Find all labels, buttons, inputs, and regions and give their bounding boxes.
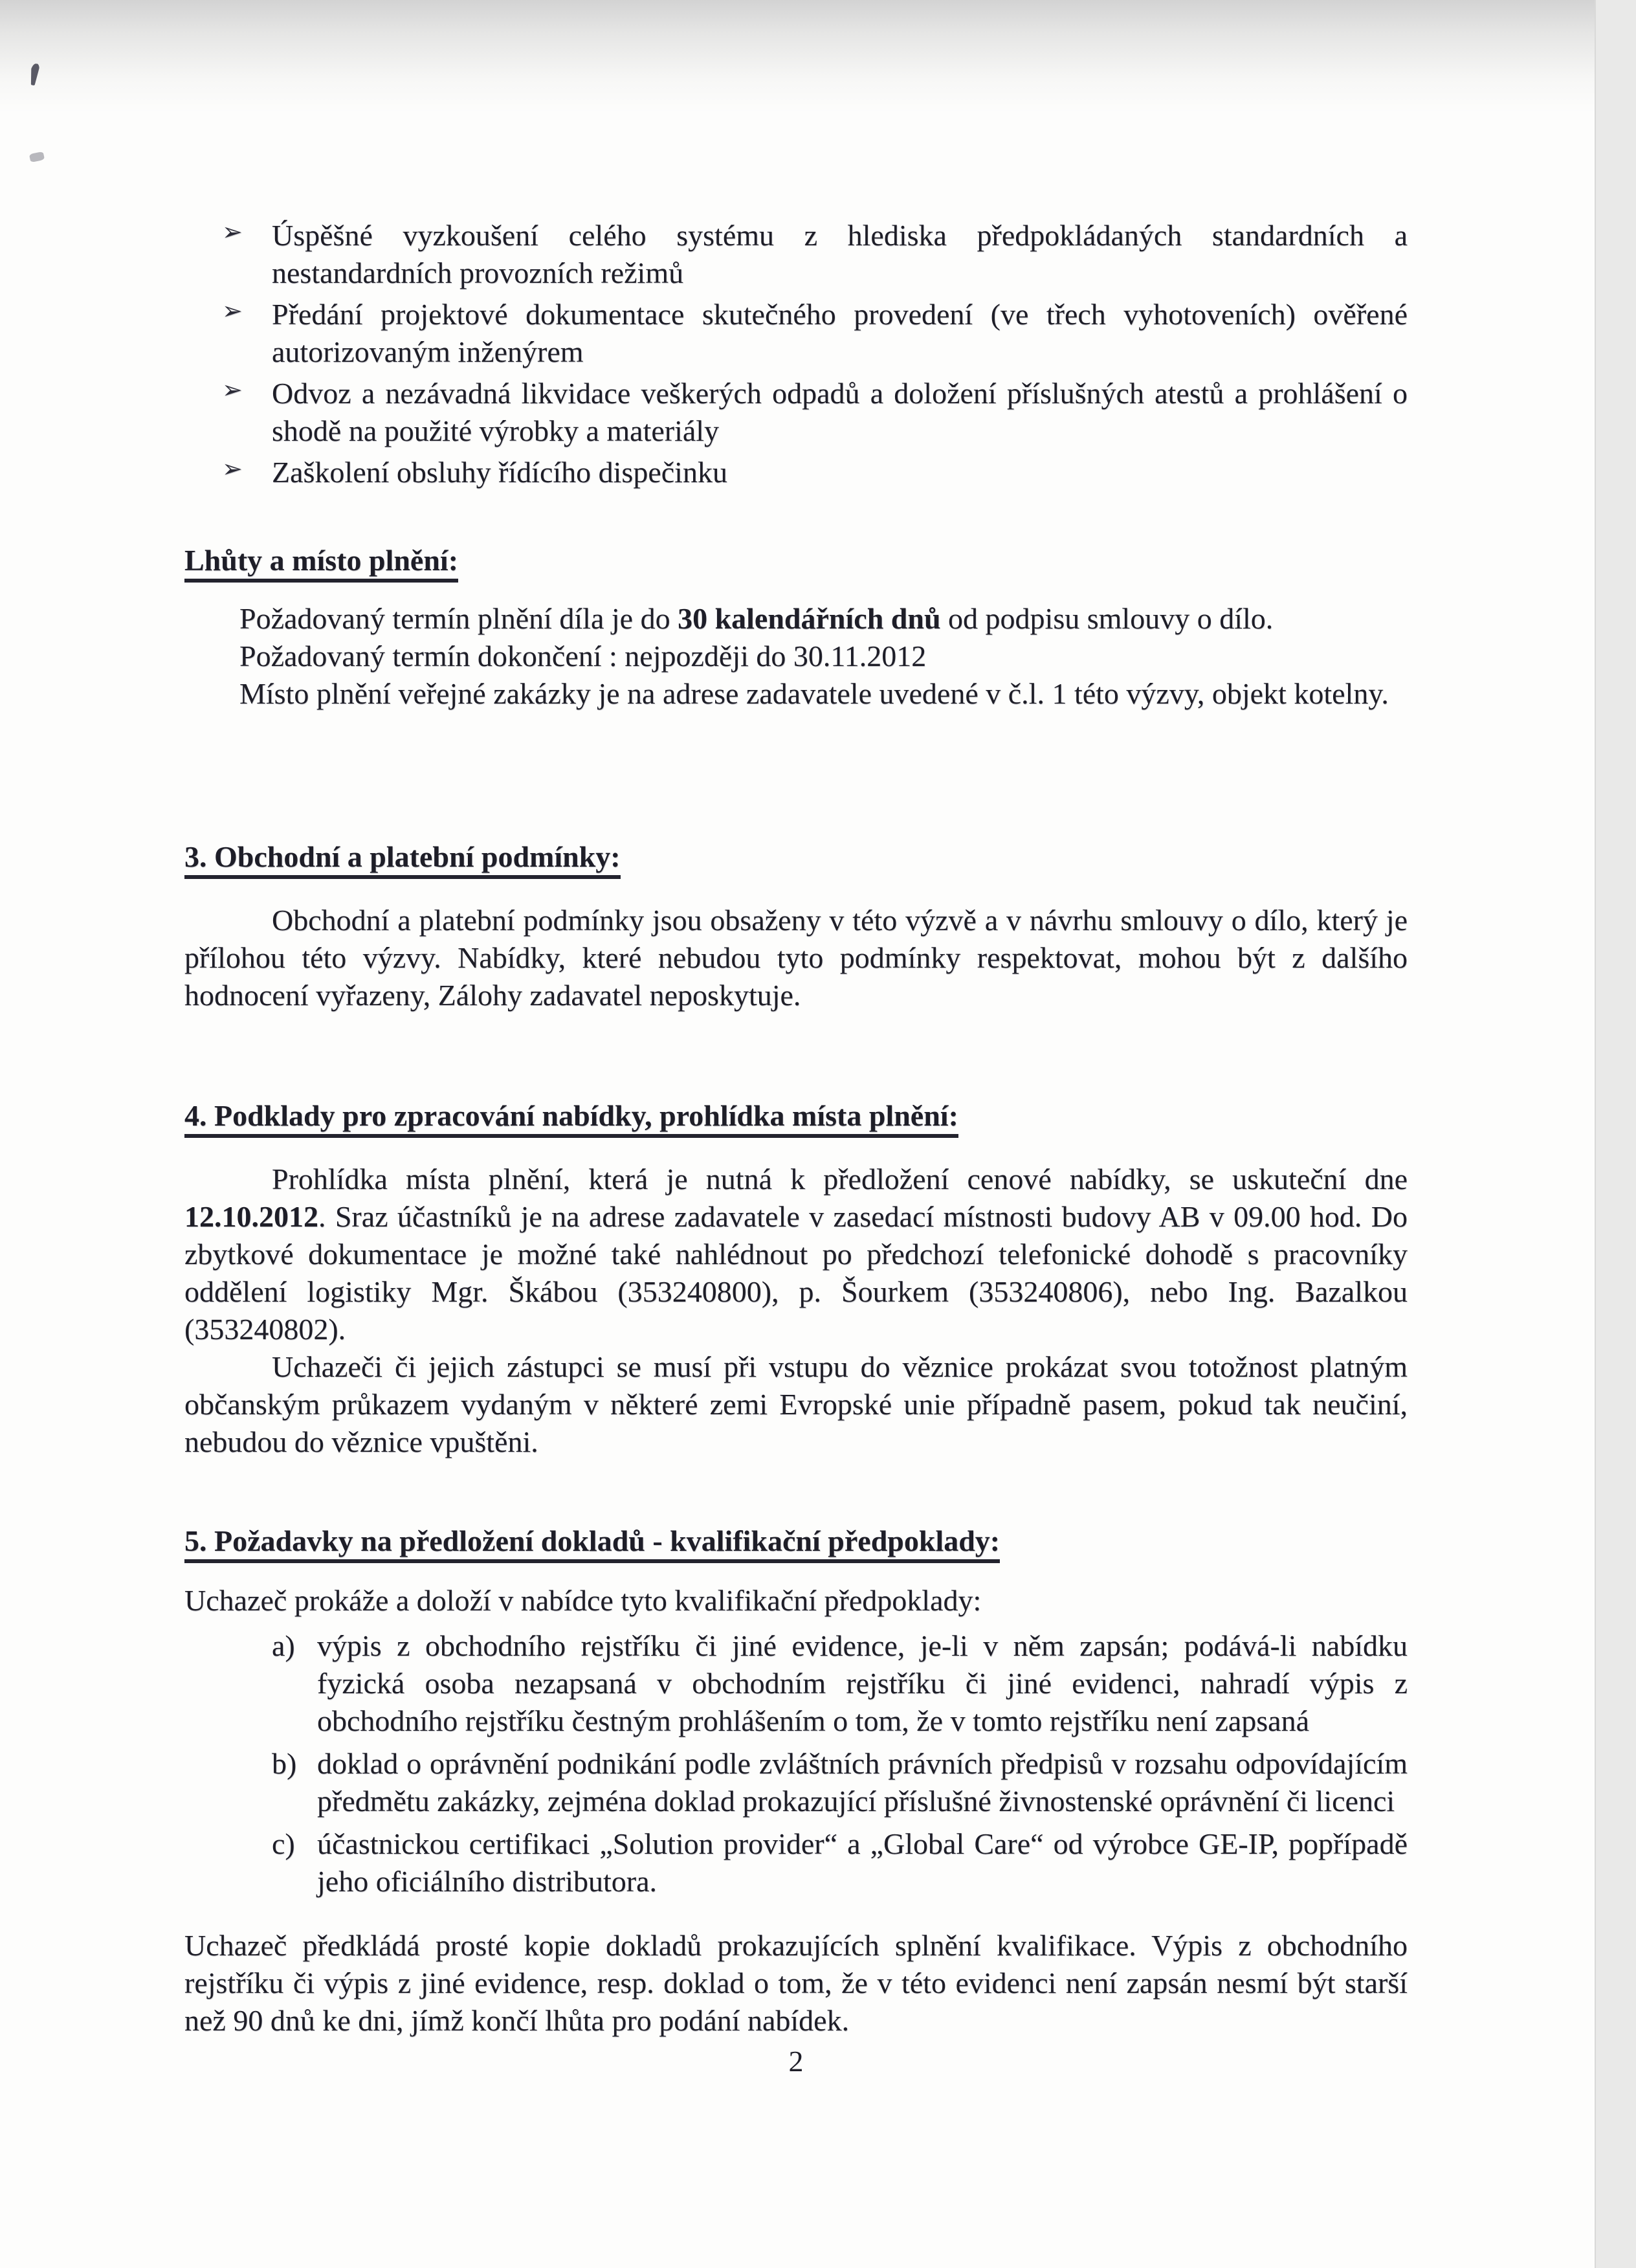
item-text: výpis z obchodního rejstříku či jiné evidence, je-li v něm zapsán; podává-li nabídku fyzická osoba nezapsaná v obchodním rejstříku či jiné evidenci, nahradí výpis z obchodního rejstříku čestným prohlášením o tom, že v tomto rejstříku není zapsaná <box>317 1629 1408 1737</box>
item-text: účastnickou certifikaci „Solution provider“ a „Global Care“ od výrobce GE-IP, popřípadě jeho oficiálního distributora. <box>317 1827 1408 1898</box>
arrow-bullet-icon: ➢ <box>222 217 243 246</box>
section-heading-lhuty: Lhůty a místo plnění: <box>184 542 1408 579</box>
bullet-item <box>184 296 1408 371</box>
arrow-bullet-icon: ➢ <box>222 454 243 483</box>
bullet-item <box>184 454 1408 491</box>
scan-edge-strip <box>1595 0 1636 2268</box>
item-text: doklad o oprávnění podnikání podle zvláštních právních předpisů v rozsahu odpovídajícím předmětu zakázky, zejména doklad prokazující příslušné živnostenské oprávnění či licenci <box>317 1746 1408 1818</box>
section-4-paragraph-1: Prohlídka místa plnění, která je nutná k předložení cenové nabídky, se uskuteční dne 12.10.2012. Sraz účastníků je na adrese zadavatele v zasedací místnosti budovy AB v 09.00 hod. Do zbytkové dokumentace je možné také nahlédnout po předchozí telefonické dohodě s pracovníky oddělení logistiky Mgr. Škábou (353240800), p. Šourkem (353240806), nebo Ing. Bazalkou (353240802). <box>184 1162 1408 1346</box>
lhuty-paragraph <box>239 600 1408 713</box>
section-3-paragraph: Obchodní a platební podmínky jsou obsaženy v této výzvě a v návrhu smlouvy o dílo, který je přílohou této výzvy. Nabídky, které nebudou tyto podmínky respektovat, mohou být z dalšího hodnocení vyřazeny, Zálohy zadavatel neposkytuje. <box>184 904 1408 1012</box>
item-marker: b) <box>272 1746 297 1780</box>
arrow-bullet-icon: ➢ <box>222 296 243 325</box>
lhuty-line-3: Místo plnění veřejné zakázky je na adrese zadavatele uvedené v č.l. 1 této výzvy, objekt kotelny. <box>239 676 1389 710</box>
bullet-text: Zaškolení obsluhy řídícího dispečinku <box>272 455 727 489</box>
section-5-intro: Uchazeč prokáže a doloží v nabídce tyto kvalifikační předpoklady: <box>184 1583 982 1617</box>
item-marker: c) <box>272 1827 295 1860</box>
bold-deadline: 30 kalendářních dnů <box>678 601 941 635</box>
scan-speck <box>29 151 45 162</box>
bullet-text: Předání projektové dokumentace skutečného provedení (ve třech vyhotoveních) ověřené autorizovaným inženýrem <box>272 297 1408 368</box>
list-item-c <box>184 1825 1408 1900</box>
lhuty-line-1: Požadovaný termín plnění díla je do 30 kalendářních dnů od podpisu smlouvy o dílo. <box>239 601 1274 635</box>
lhuty-line-2: Požadovaný termín dokončení : nejpozději do 30.11.2012 <box>239 639 927 673</box>
bullet-item <box>184 217 1408 292</box>
bullet-item <box>184 375 1408 450</box>
item-marker: a) <box>272 1629 295 1662</box>
bullet-text: Odvoz a nezávadná likvidace veškerých odpadů a doložení příslušných atestů a prohlášení o shodě na použité výrobky a materiály <box>272 376 1408 447</box>
section-5-closing-paragraph: Uchazeč předkládá prosté kopie dokladů prokazujících splnění kvalifikace. Výpis z obchodního rejstříku či výpis z jiné evidence, resp. doklad o tom, že v této evidenci není zapsán nesmí být starší než 90 dnů ke dni, jímž končí lhůta pro podání nabídek. <box>184 1929 1408 2038</box>
page-number: 2 <box>788 2045 804 2078</box>
list-item-b <box>184 1745 1408 1820</box>
bullet-text: Úspěšné vyzkoušení celého systému z hlediska předpokládaných standardních a nestandardních provozních režimů <box>272 219 1408 289</box>
section-4-paragraph-2: Uchazeči či jejich zástupci se musí při vstupu do věznice prokázat svou totožnost platným občanským průkazem vydaným v některé zemi Evropské unie případně pasem, pokud tak neučiní, nebudou do věznice vpuštěni. <box>184 1350 1408 1458</box>
qualification-list <box>184 1627 1408 1900</box>
bold-date: 12.10.2012 <box>184 1200 318 1234</box>
bullet-list <box>184 217 1408 491</box>
section-heading-5: 5. Požadavky na předložení dokladů - kvalifikační předpoklady: <box>184 1522 1408 1560</box>
document-content <box>184 217 1408 2040</box>
section-heading-4: 4. Podklady pro zpracování nabídky, prohlídka místa plnění: <box>184 1097 1408 1135</box>
scan-top-shading <box>0 0 1636 113</box>
section-heading-3: 3. Obchodní a platební podmínky: <box>184 838 1408 876</box>
arrow-bullet-icon: ➢ <box>222 375 243 404</box>
list-item-a <box>184 1627 1408 1740</box>
